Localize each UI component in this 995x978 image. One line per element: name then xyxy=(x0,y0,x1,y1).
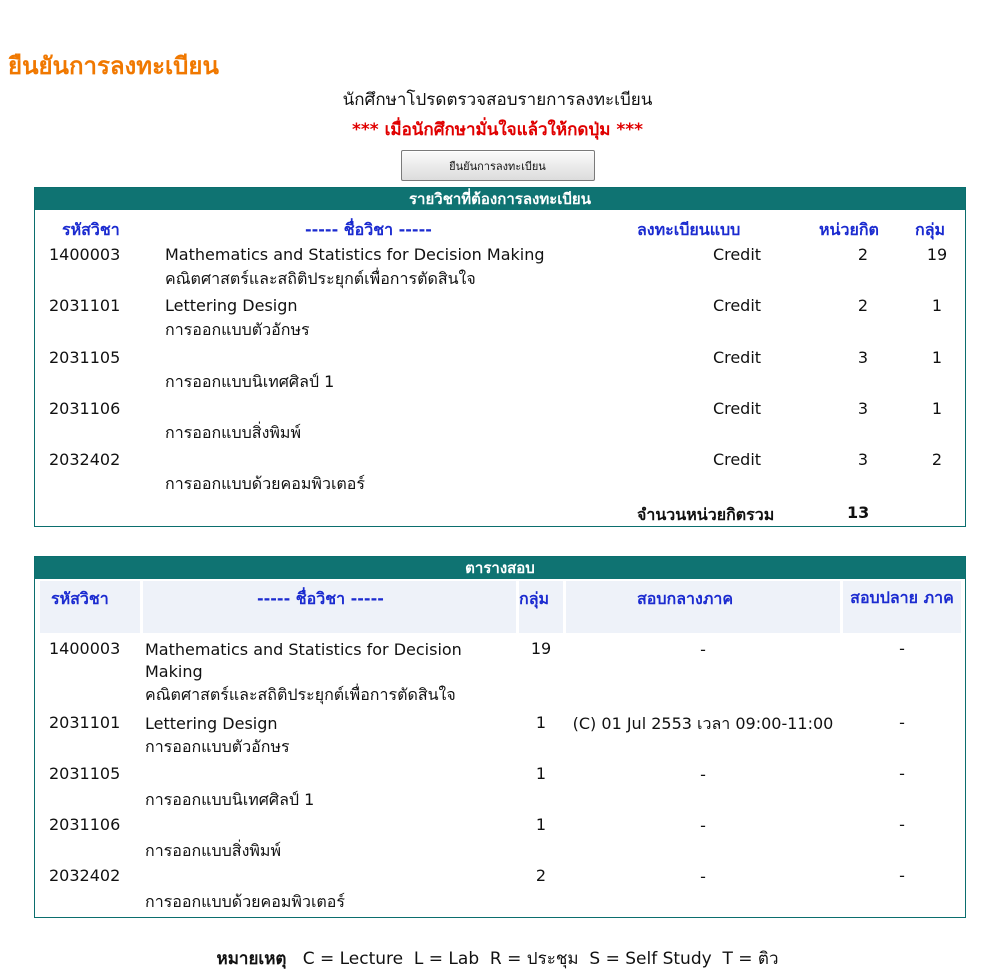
reg-cell-code: 2031101 xyxy=(49,296,121,315)
reg-cell-name-th: คณิตศาสตร์และสถิติประยุกต์เพื่อการตัดสินใจ xyxy=(165,269,476,288)
reg-cell-credits: 3 xyxy=(857,348,869,367)
reg-cell-name-th: การออกแบบสิ่งพิมพ์ xyxy=(165,423,302,442)
reg-cell-name-th: การออกแบบนิเทศศิลป์ 1 xyxy=(165,372,335,391)
exam-header-name: ----- ชื่อวิชา ----- xyxy=(257,589,384,608)
header-name: ----- ชื่อวิชา ----- xyxy=(305,220,432,239)
reg-cell-type: Credit xyxy=(712,296,762,315)
exam-cell-group: 19 xyxy=(530,639,552,658)
reg-cell-credits: 2 xyxy=(857,245,869,264)
header-type: ลงทะเบียนแบบ xyxy=(637,220,741,239)
reg-cell-name-th: การออกแบบตัวอักษร xyxy=(165,320,310,339)
reg-cell-name-en: Mathematics and Statistics for Decision Making xyxy=(165,245,545,264)
exam-cell-name-th: คณิตศาสตร์และสถิติประยุกต์เพื่อการตัดสินใจ xyxy=(145,685,456,704)
exam-cell-midterm: - xyxy=(700,640,706,659)
exam-cell-group: 1 xyxy=(535,764,547,783)
exam-cell-code: 2032402 xyxy=(49,866,121,885)
exam-header-code: รหัสวิชา xyxy=(51,589,109,608)
legend-note-label: หมายเหตุ xyxy=(216,949,287,969)
exam-cell-name-en: Lettering Design xyxy=(145,714,278,733)
exam-cell-group: 1 xyxy=(535,713,547,732)
exam-header-group: กลุ่ม xyxy=(519,589,550,608)
exam-cell-midterm: (C) 01 Jul 2553 เวลา 09:00-11:00 xyxy=(572,714,834,733)
reg-cell-group: 1 xyxy=(931,399,943,418)
exam-cell-code: 2031101 xyxy=(49,713,121,732)
total-credits-label: จำนวนหน่วยกิตรวม xyxy=(637,505,775,524)
warning-text: *** เมื่อนักศึกษามั่นใจแล้วให้กดปุ่ม *** xyxy=(351,120,643,140)
reg-cell-code: 2031106 xyxy=(49,399,121,418)
exam-cell-code: 2031105 xyxy=(49,764,121,783)
reg-cell-credits: 3 xyxy=(857,450,869,469)
reg-cell-code: 2031105 xyxy=(49,348,121,367)
reg-cell-code: 1400003 xyxy=(49,245,121,264)
reg-cell-type: Credit xyxy=(712,450,762,469)
confirm-registration-button[interactable]: ยืนยันการลงทะเบียน xyxy=(401,150,595,181)
registration-panel xyxy=(34,187,966,527)
exam-cell-group: 2 xyxy=(535,866,547,885)
reg-cell-group: 1 xyxy=(931,296,943,315)
reg-cell-code: 2032402 xyxy=(49,450,121,469)
exam-cell-name-th: การออกแบบด้วยคอมพิวเตอร์ xyxy=(145,892,345,911)
reg-cell-group: 2 xyxy=(931,450,943,469)
exam-cell-final: - xyxy=(899,866,905,885)
exam-cell-midterm: - xyxy=(700,867,706,886)
reg-cell-group: 19 xyxy=(926,245,948,264)
exam-schedule-panel xyxy=(34,556,966,918)
reg-cell-credits: 3 xyxy=(857,399,869,418)
exam-header-final: สอบปลาย ภาค xyxy=(850,588,954,607)
exam-cell-group: 1 xyxy=(535,815,547,834)
legend-note xyxy=(0,945,995,972)
reg-cell-name-en: Lettering Design xyxy=(165,296,298,315)
instruction-text: นักศึกษาโปรดตรวจสอบรายการลงทะเบียน xyxy=(342,90,653,110)
reg-cell-type: Credit xyxy=(712,399,762,418)
exam-panel-title: ตารางสอบ xyxy=(35,557,965,579)
exam-cell-midterm: - xyxy=(700,816,706,835)
total-credits-value: 13 xyxy=(847,503,870,522)
header-group: กลุ่ม xyxy=(915,220,946,239)
exam-cell-code: 1400003 xyxy=(49,639,121,658)
exam-cell-final: - xyxy=(899,713,905,732)
exam-cell-final: - xyxy=(899,815,905,834)
header-credits: หน่วยกิต xyxy=(819,220,879,239)
exam-cell-name-en: Mathematics and Statistics for Decision Making xyxy=(145,640,462,681)
page-title: ยืนยันการลงทะเบียน xyxy=(8,52,219,80)
exam-cell-midterm: - xyxy=(700,765,706,784)
exam-cell-name-th: การออกแบบนิเทศศิลป์ 1 xyxy=(145,790,315,809)
exam-cell-name-th: การออกแบบสิ่งพิมพ์ xyxy=(145,841,282,860)
exam-cell-code: 2031106 xyxy=(49,815,121,834)
exam-cell-final: - xyxy=(899,639,905,658)
reg-cell-credits: 2 xyxy=(857,296,869,315)
legend-note-text: C = Lecture L = Lab R = ประชุม S = Self Study T = ติว xyxy=(302,949,779,969)
exam-cell-final: - xyxy=(899,764,905,783)
exam-header-midterm: สอบกลางภาค xyxy=(637,589,734,608)
header-code: รหัสวิชา xyxy=(62,220,120,239)
reg-cell-type: Credit xyxy=(712,245,762,264)
reg-cell-name-th: การออกแบบด้วยคอมพิวเตอร์ xyxy=(165,474,365,493)
reg-cell-group: 1 xyxy=(931,348,943,367)
exam-cell-name-th: การออกแบบตัวอักษร xyxy=(145,737,290,756)
reg-cell-type: Credit xyxy=(712,348,762,367)
registration-panel-title: รายวิชาที่ต้องการลงทะเบียน xyxy=(35,188,965,210)
